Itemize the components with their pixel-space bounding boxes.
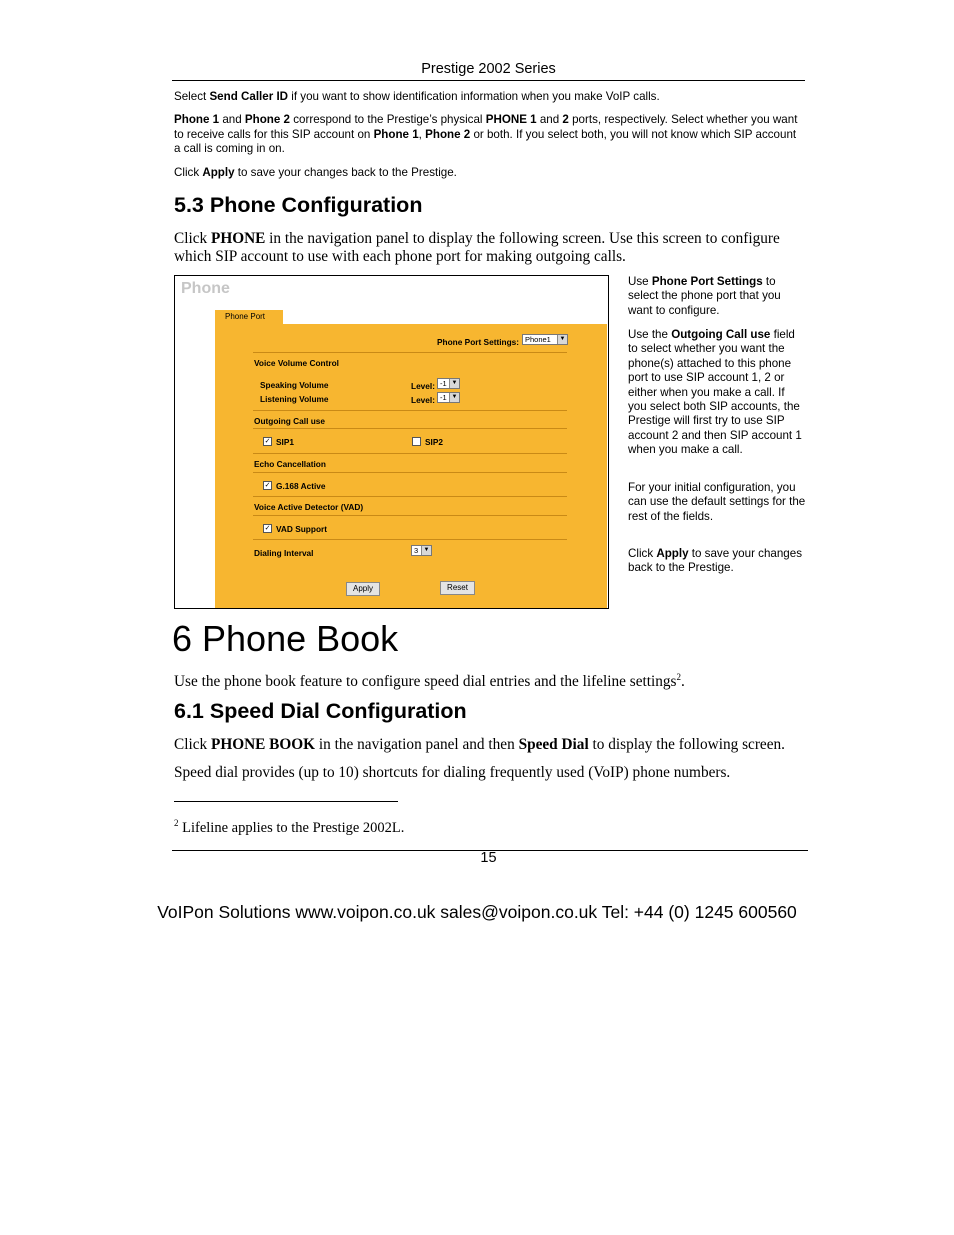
side-note-apply: Click Apply to save your changes back to the Prestige.	[628, 547, 802, 575]
apply-paragraph: Click Apply to save your changes back to the Prestige.	[174, 166, 457, 179]
side-note-defaults: For your initial configuration, you can use the default settings for the rest of the fields.	[628, 481, 806, 523]
chevron-down-icon: ▼	[449, 379, 459, 388]
send-caller-id-paragraph: Select Send Caller ID if you want to show identification information when you make VoIP calls.	[174, 90, 660, 103]
screen-title: Phone	[181, 280, 230, 297]
vad-support-checkbox[interactable]	[263, 524, 272, 533]
side-note-phone-port: Use Phone Port Settings to select the phone port that you want to configure.	[628, 275, 781, 317]
speaking-level-value: -1	[440, 379, 447, 388]
speaking-level-label: Level:	[411, 381, 435, 391]
dialing-interval-label: Dialing Interval	[254, 548, 314, 558]
divider	[253, 410, 567, 411]
echo-cancellation-heading: Echo Cancellation	[254, 459, 326, 469]
footnote-reference: 2	[676, 672, 682, 682]
phone-screen-figure	[174, 275, 609, 609]
g168-label: G.168 Active	[276, 481, 326, 491]
divider	[253, 496, 567, 497]
listening-level-select[interactable]	[437, 392, 460, 403]
footnote-number: 2	[174, 818, 179, 828]
section-6-1-heading: 6.1 Speed Dial Configuration	[174, 699, 467, 723]
phone-ports-paragraph: Phone 1 and Phone 2 correspond to the Prestige’s physical PHONE 1 and 2 ports, respectively. Select whether you want to receive calls for this SIP account on Phone 1, Phone 2 or both. If you select both, you will not know which SIP account a call is coming in on.	[174, 113, 798, 156]
chevron-down-icon: ▼	[421, 546, 431, 555]
dialing-interval-select[interactable]	[411, 545, 432, 556]
section-5-3-heading: 5.3 Phone Configuration	[174, 193, 423, 217]
vad-heading: Voice Active Detector (VAD)	[254, 502, 364, 512]
divider	[253, 428, 567, 429]
section-6-1-paragraph-1: Click PHONE BOOK in the navigation panel and then Speed Dial to display the following screen.	[174, 736, 785, 753]
sip2-label: SIP2	[425, 437, 443, 447]
listening-level-label: Level:	[411, 395, 435, 405]
speaking-volume-label: Speaking Volume	[260, 380, 329, 390]
divider	[253, 453, 567, 454]
listening-level-value: -1	[440, 393, 447, 402]
voice-volume-heading: Voice Volume Control	[254, 358, 339, 368]
running-header: Prestige 2002 Series	[421, 61, 556, 77]
reset-button[interactable]: Reset	[440, 581, 475, 595]
phone-port-select-value: Phone1	[525, 335, 551, 344]
speaking-level-select[interactable]	[437, 378, 460, 389]
contact-footer: VoIPon Solutions www.voipon.co.uk sales@voipon.co.uk Tel: +44 (0) 1245 600560	[157, 902, 797, 922]
side-note-outgoing-call: Use the Outgoing Call use field to select whether you want the phone(s) attached to this phone port to use SIP account 1, 2 or either when you make a call. If you select both SIP accounts, the Prestige will first try to use SIP account 2 and then SIP account 1 when you make a call.	[628, 328, 802, 457]
header-rule	[172, 80, 805, 81]
phone-port-settings-label: Phone Port Settings:	[437, 337, 520, 347]
footnote	[174, 818, 404, 837]
check-icon: ✓	[264, 525, 271, 532]
section-5-3-paragraph: Click PHONE in the navigation panel to display the following screen. Use this screen to configure which SIP account to use with each phone port for making outgoing calls.	[174, 230, 780, 265]
vad-support-label: VAD Support	[276, 524, 328, 534]
outgoing-call-heading: Outgoing Call use	[254, 416, 325, 426]
divider	[253, 515, 567, 516]
check-icon: ✓	[264, 482, 271, 489]
footnote-text: Lifeline applies to the Prestige 2002L.	[178, 819, 405, 836]
chapter-6-heading: 6 Phone Book	[172, 618, 399, 659]
dialing-interval-value: 3	[414, 546, 419, 555]
check-icon: ✓	[264, 438, 271, 445]
section-6-1-paragraph-2: Speed dial provides (up to 10) shortcuts for dialing frequently used (VoIP) phone numbers.	[174, 764, 731, 781]
phone-port-panel	[215, 324, 607, 608]
g168-checkbox[interactable]	[263, 481, 272, 490]
page-number: 15	[480, 850, 497, 866]
divider	[253, 352, 567, 353]
chevron-down-icon: ▼	[449, 393, 459, 402]
sip1-checkbox[interactable]	[263, 437, 272, 446]
sip2-checkbox[interactable]	[412, 437, 421, 446]
chapter-6-paragraph: Use the phone book feature to configure speed dial entries and the lifeline settings$^2$.	[174, 672, 685, 691]
divider	[253, 539, 567, 540]
chevron-down-icon: ▼	[557, 335, 567, 344]
sip1-label: SIP1	[276, 437, 294, 447]
phone-port-select[interactable]	[522, 334, 568, 345]
tab-phone-port[interactable]: Phone Port	[215, 310, 283, 324]
footnote-rule	[174, 801, 398, 802]
divider	[253, 472, 567, 473]
listening-volume-label: Listening Volume	[260, 394, 329, 404]
apply-button[interactable]: Apply	[346, 582, 380, 596]
